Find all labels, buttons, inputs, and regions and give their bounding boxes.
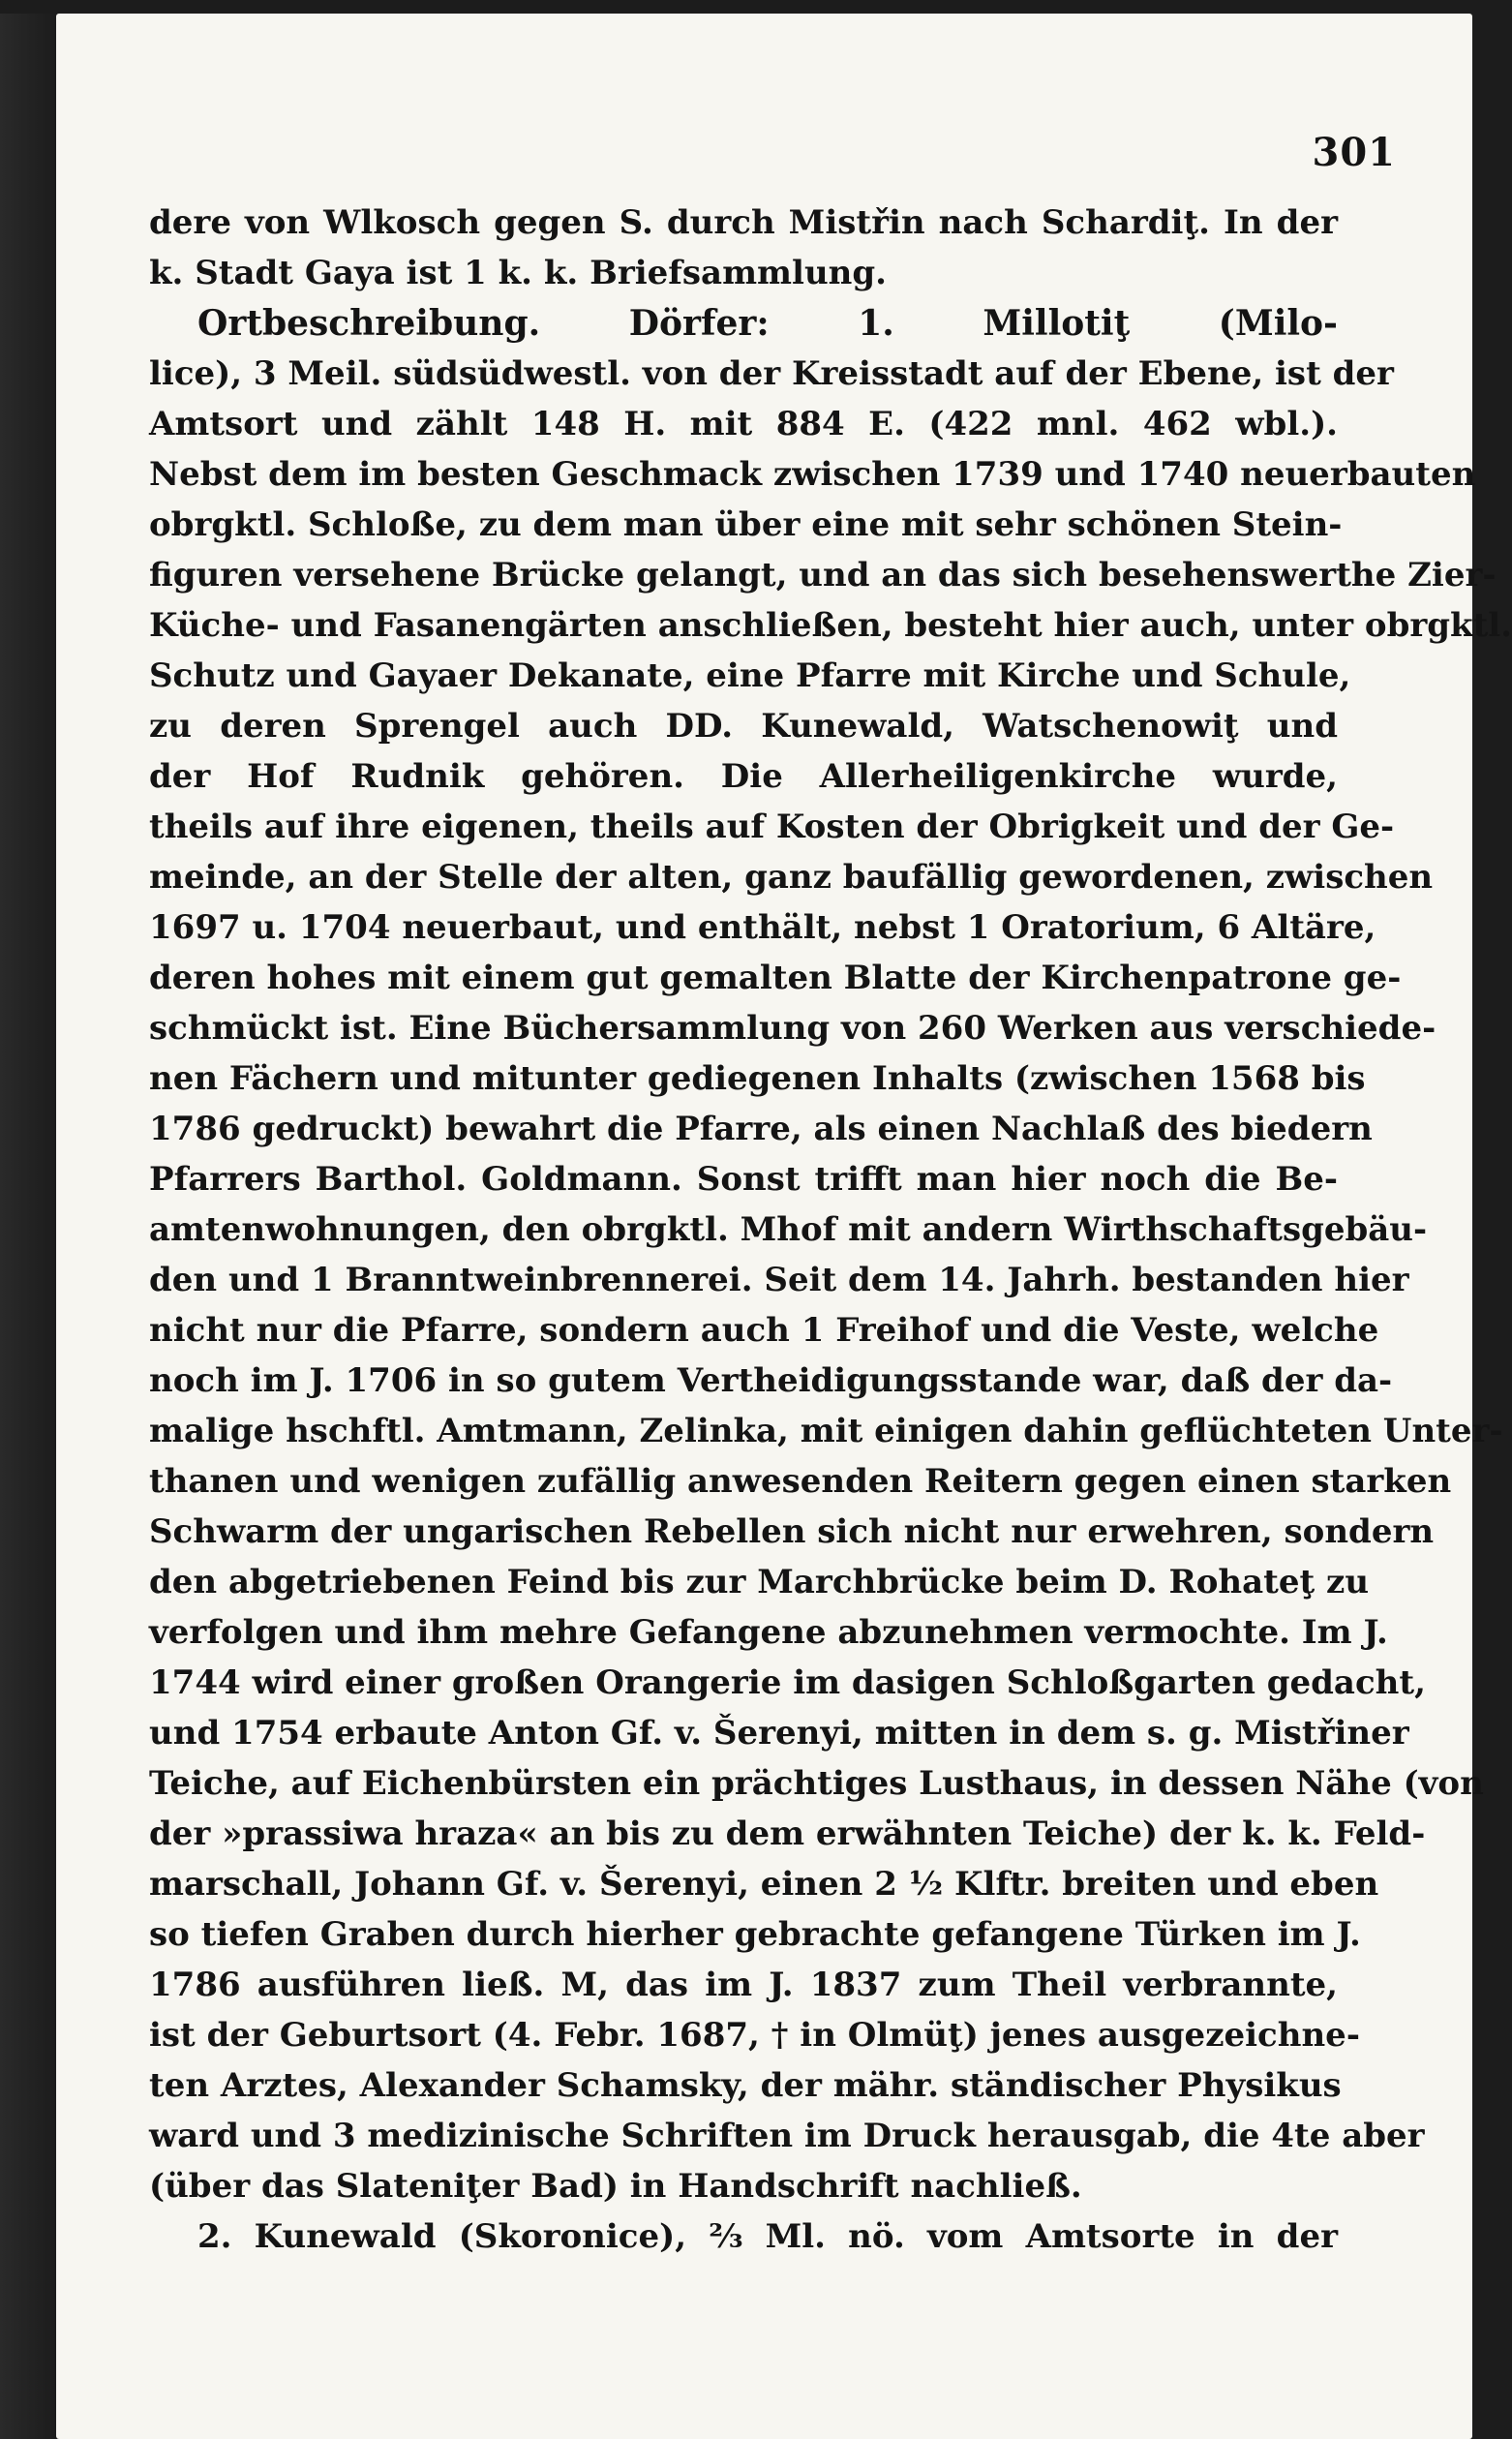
- section-heading-line: Ortbeschreibung. Dörfer: 1. Millotiţ (Milo-: [197, 303, 1338, 344]
- text-line: der »prassiwa hraza« an bis zu dem erwähnten Teiche) der k. k. Feld-: [149, 1814, 1426, 1853]
- text-line: noch im J. 1706 in so gutem Vertheidigungsstande war, daß der da-: [149, 1361, 1393, 1400]
- text-line: den abgetriebenen Feind bis zur Marchbrücke beim D. Rohateţ zu: [149, 1563, 1370, 1601]
- text-line: dere von Wlkosch gegen S. durch Mistřin nach Schardiţ. In der: [149, 203, 1338, 242]
- text-line: amtenwohnungen, den obrgktl. Mhof mit andern Wirthschaftsgebäu-: [149, 1210, 1428, 1249]
- text-line: verfolgen und ihm mehre Gefangene abzunehmen vermochte. Im J.: [149, 1613, 1388, 1652]
- text-line: Amtsort und zählt 148 H. mit 884 E. (422 mnl. 462 wbl.).: [149, 405, 1338, 443]
- text-line: obrgktl. Schloße, zu dem man über eine mit sehr schönen Stein-: [149, 505, 1343, 544]
- text-line: Pfarrers Barthol. Goldmann. Sonst trifft man hier noch die Be-: [149, 1160, 1338, 1199]
- text-line: (über das Slateniţer Bad) in Handschrift nachließ.: [149, 2167, 1082, 2206]
- text-line: deren hohes mit einem gut gemalten Blatte der Kirchenpatrone ge-: [149, 959, 1402, 997]
- text-line: den und 1 Branntweinbrennerei. Seit dem 14. Jahrh. bestanden hier: [149, 1261, 1409, 1299]
- text-line: Schwarm der ungarischen Rebellen sich nicht nur erwehren, sondern: [149, 1512, 1435, 1551]
- text-line: nen Fächern und mitunter gediegenen Inhalts (zwischen 1568 bis: [149, 1059, 1366, 1098]
- text-line: zu deren Sprengel auch DD. Kunewald, Watschenowiţ und: [149, 707, 1338, 746]
- text-line: nicht nur die Pfarre, sondern auch 1 Freihof und die Veste, welche: [149, 1311, 1379, 1350]
- text-line: Küche- und Fasanengärten anschließen, besteht hier auch, unter obrgktl.: [149, 606, 1512, 645]
- text-line: ward und 3 medizinische Schriften im Druck herausgab, die 4te aber: [149, 2117, 1425, 2155]
- text-line: 1786 ausführen ließ. M, das im J. 1837 zum Theil verbrannte,: [149, 1966, 1338, 2004]
- text-line: schmückt ist. Eine Büchersammlung von 260 Werken aus verschiede-: [149, 1009, 1436, 1048]
- text-line: marschall, Johann Gf. v. Šerenyi, einen 2 ½ Klftr. breiten und eben: [149, 1865, 1379, 1904]
- book-page: [56, 14, 1512, 2439]
- text-line: Schutz und Gayaer Dekanate, eine Pfarre mit Kirche und Schule,: [149, 656, 1351, 695]
- scan-left-margin: [0, 14, 56, 2439]
- text-line: so tiefen Graben durch hierher gebrachte gefangene Türken im J.: [149, 1915, 1361, 1954]
- text-line: 1744 wird einer großen Orangerie im dasigen Schloßgarten gedacht,: [149, 1663, 1426, 1702]
- text-line: theils auf ihre eigenen, theils auf Kosten der Obrigkeit und der Ge-: [149, 808, 1395, 846]
- text-line: malige hschftl. Amtmann, Zelinka, mit einigen dahin geflüchteten Unter-: [149, 1412, 1503, 1450]
- entry-heading-line: 2. Kunewald (Skoronice), ⅔ Ml. nö. vom Amtsorte in der: [197, 2217, 1338, 2256]
- text-line: k. Stadt Gaya ist 1 k. k. Briefsammlung.: [149, 254, 887, 292]
- text-line: Teiche, auf Eichenbürsten ein prächtiges Lusthaus, in dessen Nähe (von: [149, 1764, 1484, 1803]
- text-line: und 1754 erbaute Anton Gf. v. Šerenyi, mitten in dem s. g. Mistřiner: [149, 1714, 1409, 1753]
- text-line: der Hof Rudnik gehören. Die Allerheiligenkirche wurde,: [149, 757, 1338, 796]
- text-line: Nebst dem im besten Geschmack zwischen 1739 und 1740 neuerbauten: [149, 455, 1476, 494]
- text-line: ist der Geburtsort (4. Febr. 1687, † in Olmüţ) jenes ausgezeichne-: [149, 2016, 1360, 2055]
- text-line: 1786 gedruckt) bewahrt die Pfarre, als einen Nachlaß des biedern: [149, 1110, 1373, 1148]
- page-text: [149, 198, 1512, 2262]
- text-line: meinde, an der Stelle der alten, ganz baufällig gewordenen, zwischen: [149, 858, 1434, 897]
- text-line: thanen und wenigen zufällig anwesenden Reitern gegen einen starken: [149, 1462, 1452, 1501]
- page-number: 301: [1312, 130, 1396, 175]
- text-line: lice), 3 Meil. südsüdwestl. von der Kreisstadt auf der Ebene, ist der: [149, 354, 1394, 393]
- text-line: figuren versehene Brücke gelangt, und an das sich besehenswerthe Zier-: [149, 556, 1497, 595]
- text-line: ten Arztes, Alexander Schamsky, der mähr. ständischer Physikus: [149, 2066, 1342, 2105]
- text-line: 1697 u. 1704 neuerbaut, und enthält, nebst 1 Oratorium, 6 Altäre,: [149, 908, 1376, 947]
